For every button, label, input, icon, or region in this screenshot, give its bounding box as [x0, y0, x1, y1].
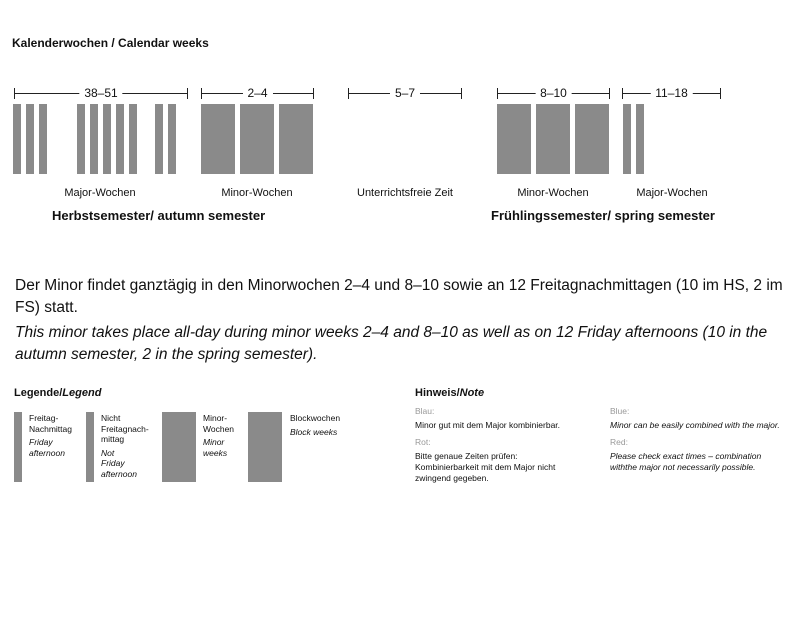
week-bar-friday	[116, 104, 124, 174]
description-en: This minor takes place all-day during minor weeks 2–4 and 8–10 as well as on 12 Friday afternoons (10 in the autumn semester, 2 in the spring semester).	[15, 324, 768, 363]
week-bar-friday	[636, 104, 644, 174]
legend-item-not-friday: Nicht Freitagnach- mittag Not Friday afternoon	[101, 413, 149, 479]
legend-swatch-friday	[14, 412, 22, 482]
legend-item-minor: Minor- Wochen Minor weeks	[203, 413, 235, 458]
week-bar-minor	[536, 104, 570, 174]
range-marker-8-10	[497, 87, 610, 99]
note-red-label-de: Rot:	[415, 437, 431, 447]
week-bar-minor	[279, 104, 313, 174]
caption-minor-weeks: Minor-Wochen	[221, 187, 293, 199]
legend-swatch-minor	[162, 412, 196, 482]
caption-major-weeks: Major-Wochen	[636, 187, 708, 199]
note-blue-label-de: Blau:	[415, 406, 435, 416]
note-red-text-en: Please check exact times – combination withthe major not necessarily possible.	[610, 451, 762, 472]
week-bar-minor	[497, 104, 531, 174]
week-bar-friday	[103, 104, 111, 174]
legend-swatch-block	[248, 412, 282, 482]
week-bar-minor	[575, 104, 609, 174]
note-red-label-en: Red:	[610, 437, 628, 447]
caption-major-weeks: Major-Wochen	[64, 187, 136, 199]
range-marker-5-7	[348, 87, 462, 99]
range-label: 38–51	[79, 86, 122, 100]
note-blue-text-en: Minor can be easily combined with the major.	[610, 420, 780, 430]
range-marker-38-51	[14, 87, 188, 99]
week-bar-friday	[13, 104, 21, 174]
week-bar-friday	[168, 104, 176, 174]
week-bar-minor	[240, 104, 274, 174]
range-label: 2–4	[242, 86, 272, 100]
week-bar-friday	[155, 104, 163, 174]
week-bar-friday	[90, 104, 98, 174]
legend-swatch-not-friday	[86, 412, 94, 482]
range-label: 8–10	[535, 86, 572, 100]
note-red-text-de: Bitte genaue Zeiten prüfen: Kombinierbarkeit mit dem Major nicht zwingend gegeben.	[415, 451, 556, 483]
caption-minor-weeks: Minor-Wochen	[517, 187, 589, 199]
caption-break: Unterrichtsfreie Zeit	[357, 187, 453, 199]
note-blue-label-en: Blue:	[610, 406, 630, 416]
semester-spring: Frühlingssemester/ spring semester	[491, 208, 715, 223]
range-label: 11–18	[650, 86, 692, 100]
week-bar-friday	[26, 104, 34, 174]
page-title: Kalenderwochen / Calendar weeks	[12, 36, 209, 50]
legend-heading: Legende/Legend	[14, 387, 102, 399]
range-marker-2-4	[201, 87, 314, 99]
week-bar-friday	[39, 104, 47, 174]
week-bar-friday	[623, 104, 631, 174]
note-blue-text-de: Minor gut mit dem Major kombinierbar.	[415, 420, 561, 430]
range-marker-11-18	[622, 87, 721, 99]
note-heading: Hinweis/Note	[415, 387, 485, 399]
week-bar-friday	[77, 104, 85, 174]
semester-autumn: Herbstsemester/ autumn semester	[52, 208, 266, 223]
week-bar-minor	[201, 104, 235, 174]
legend-item-friday: Freitag- Nachmittag Friday afternoon	[29, 413, 72, 458]
range-label: 5–7	[390, 86, 420, 100]
legend-item-block: Blockwochen Block weeks	[290, 413, 341, 437]
description-de: Der Minor findet ganztägig in den Minorwochen 2–4 und 8–10 sowie an 12 Freitagnachmittagen (10 im HS, 2 im FS) statt.	[15, 277, 783, 316]
week-bar-friday	[129, 104, 137, 174]
